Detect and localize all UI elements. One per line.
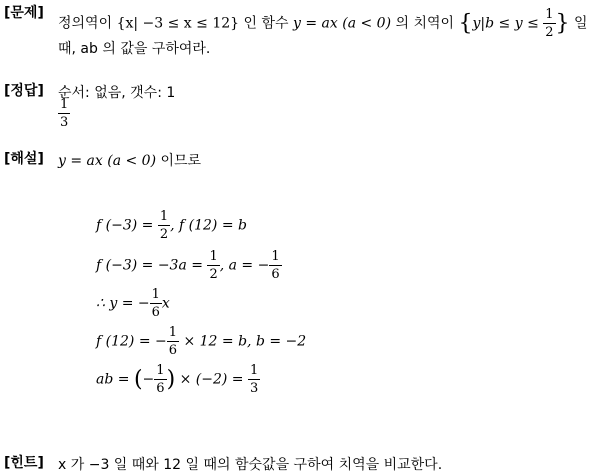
problem-text-b: 인 함수 — [243, 15, 289, 32]
problem-function: y = ax (a < 0) — [293, 15, 392, 32]
solution-step-1: f (−3) = $\frac{1}{2}$ , f (12) = b — [96, 209, 247, 242]
problem-line-1 — [58, 8, 588, 39]
solution-step-3: ∴ y = − $\frac{1}{6}$ x — [96, 287, 170, 320]
problem-range: y|b ≤ y ≤ — [472, 15, 539, 32]
problem-text-d: 일 — [574, 15, 588, 32]
problem-text-c: 의 치역이 — [395, 15, 455, 32]
solution-step-4: f (12) = − $\frac{1}{6}$ × 12 = b, b = −2 — [96, 325, 307, 358]
brace-left: { — [458, 11, 473, 36]
hint-label: [힌트] — [4, 455, 44, 471]
brace-right: } — [555, 11, 570, 36]
problem-label: [문제] — [4, 5, 44, 21]
answer-fraction: $\frac{1}{3}$ — [60, 97, 69, 130]
solution-intro: y = ax (a < 0) 이므로 — [58, 153, 202, 169]
problem-line-2: 때, ab 의 값을 구하여라. — [58, 41, 211, 57]
answer-label: [정답] — [4, 83, 44, 99]
problem-range-fraction: $\frac{1}{2}$ — [545, 7, 554, 40]
solution-label: [해설] — [4, 151, 44, 167]
solution-step-2: f (−3) = −3a = $\frac{1}{2}$ , a = − $\frac{1}{6}$ — [96, 249, 280, 282]
problem-domain: {x| −3 ≤ x ≤ 12} — [116, 15, 240, 32]
problem-text-a: 정의역이 — [58, 15, 113, 32]
solution-step-5: ab = (− $\frac{1}{6}$ ) × (−2) = $\frac{1}{3}$ — [96, 363, 259, 396]
hint-line: x 가 −3 일 때와 12 일 때의 함숫값을 구하여 치역을 비교한다. — [58, 457, 443, 473]
answer-line: 순서: 없음, 갯수: 1 — [58, 85, 176, 101]
